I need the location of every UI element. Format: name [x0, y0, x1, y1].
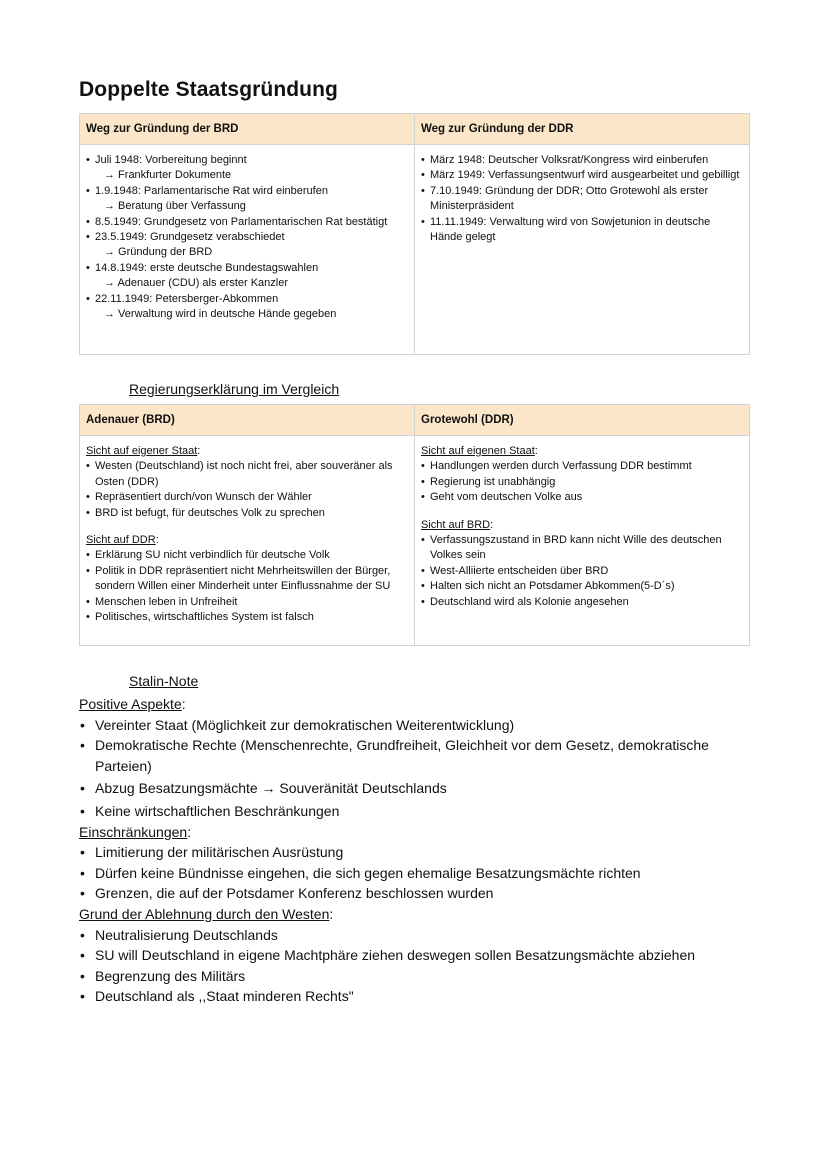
- list-item: • 11.11.1949: Verwaltung wird von Sowjetunion in deutsche Hände gelegt: [421, 215, 743, 246]
- subheading: Grund der Ablehnung durch den Westen: [79, 905, 330, 922]
- section-title-regierungserklaerung: Regierungserklärung im Vergleich: [129, 381, 340, 397]
- list-item: • 14.8.1949: erste deutsche Bundestagswahlen → Adenauer (CDU) als erster Kanzler: [86, 261, 408, 292]
- grotewohl-list-1: [421, 459, 743, 505]
- brd-list: [86, 153, 408, 322]
- list-item: • BRD ist befugt, für deutsches Volk zu sprechen: [86, 506, 408, 521]
- list-item: • Handlungen werden durch Verfassung DDR bestimmt: [421, 459, 743, 474]
- subheading: Sicht auf BRD: [421, 518, 491, 531]
- list-item: • 23.5.1949: Grundgesetz verabschiedet → Gründung der BRD: [86, 230, 408, 261]
- list-item: • Regierung ist unabhängig: [421, 475, 743, 490]
- list-item: • Verfassungszustand in BRD kann nicht Wille des deutschen Volkes sein: [421, 533, 743, 564]
- list-item: • Abzug Besatzungsmächte → Souveränität Deutschlands: [79, 778, 759, 799]
- ddr-cell: [415, 145, 750, 355]
- list-item: • SU will Deutschland in eigene Machtphäre ziehen deswegen sollen Besatzungsmächte abziehen: [79, 945, 759, 966]
- header-brd: Weg zur Gründung der BRD: [80, 114, 415, 145]
- subheading: Einschränkungen: [79, 823, 188, 840]
- list-item: • Westen (Deutschland) ist noch nicht frei, aber souveräner als Osten (DDR): [86, 459, 408, 490]
- list-item: • Erklärung SU nicht verbindlich für deutsche Volk: [86, 548, 408, 563]
- positive-list: [79, 715, 759, 822]
- list-item: • Juli 1948: Vorbereitung beginnt → Frankfurter Dokumente: [86, 153, 408, 184]
- subheading: Sicht auf eigener Staat: [86, 445, 198, 457]
- comparison-table: [79, 404, 750, 646]
- list-item: • März 1948: Deutscher Volksrat/Kongress wird einberufen: [421, 153, 743, 168]
- restrictions-list: [79, 842, 759, 904]
- list-item: • Politisches, wirtschaftliches System ist falsch: [86, 610, 408, 625]
- founding-table: [79, 113, 750, 355]
- list-item: • 7.10.1949: Gründung der DDR; Otto Grotewohl als erster Ministerpräsident: [421, 184, 743, 215]
- list-item: • März 1949: Verfassungsentwurf wird ausgearbeitet und gebilligt: [421, 168, 743, 183]
- list-item: • 1.9.1948: Parlamentarische Rat wird einberufen → Beratung über Verfassung: [86, 184, 408, 215]
- list-item: • Menschen leben in Unfreiheit: [86, 595, 408, 610]
- list-item: • Repräsentiert durch/von Wunsch der Wähler: [86, 490, 408, 505]
- list-item: • Deutschland wird als Kolonie angesehen: [421, 595, 743, 610]
- list-item: • Geht vom deutschen Volke aus: [421, 490, 743, 505]
- stalin-note-section: Positive Aspekte: • Vereinter Staat (Möglichkeit zur demokratischen Weiterentwicklung) • Demokratische Rechte (Menschenrechte, Grundfreiheit, Gleichheit vor dem Gesetz, demokratische Parteien) • Abzug Besatzungsmächte → Souveränität Deutschlands • Keine wirtschaftlichen Beschränkungen Einschränkungen: • Limitierung der militärischen Ausrüstung • Dürfen keine Bündnisse eingehen, die sich gegen ehemalige Besatzungsmächte richten • Grenzen, die auf der Potsdamer Konferenz beschlossen wurden Grund der Ablehnung durch den Westen: • Neutralisierung Deutschlands • SU will Deutschland in eigene Machtphäre ziehen deswegen sollen Besatzungsmächte abziehen • Begrenzung des Militärs • Deutschland als ,,Staat minderen Rechts": [79, 694, 759, 1007]
- list-item: • Politik in DDR repräsentiert nicht Mehrheitswillen der Bürger, sondern Willen einer Minderheit unter Einflussnahme der SU: [86, 564, 408, 595]
- page-title: Doppelte Staatsgründung: [79, 78, 338, 101]
- adenauer-list-2: [86, 548, 408, 625]
- adenauer-list-1: [86, 459, 408, 521]
- rejection-list: [79, 925, 759, 1007]
- list-item: • Demokratische Rechte (Menschenrechte, Grundfreiheit, Gleichheit vor dem Gesetz, demokratische Parteien): [79, 735, 759, 776]
- list-item: • Dürfen keine Bündnisse eingehen, die sich gegen ehemalige Besatzungsmächte richten: [79, 863, 759, 884]
- section-title-stalin-note: Stalin-Note: [129, 673, 199, 689]
- subheading: Positive Aspekte: [79, 696, 182, 712]
- brd-cell: [80, 145, 415, 355]
- list-item: • Limitierung der militärischen Ausrüstung: [79, 842, 759, 863]
- subheading: Sicht auf eigenen Staat: [421, 445, 535, 457]
- list-item: • Keine wirtschaftlichen Beschränkungen: [79, 801, 759, 822]
- list-item: • Deutschland als ,,Staat minderen Rechts": [79, 986, 759, 1007]
- grotewohl-cell: Sicht auf eigenen Staat: • Handlungen werden durch Verfassung DDR bestimmt • Regierung ist unabhängig • Geht vom deutschen Volke aus Sicht auf BRD: • Verfassungszustand in BRD kann nicht Wille des deutschen Volkes sein • West-Alliierte entscheiden über BRD • Halten sich nicht an Potsdamer Abkommen(5-D´s) • Deutschland wird als Kolonie angesehen: [415, 436, 750, 646]
- list-item: • 8.5.1949: Grundgesetz von Parlamentarischen Rat bestätigt: [86, 215, 408, 230]
- header-ddr: Weg zur Gründung der DDR: [415, 114, 750, 145]
- header-adenauer: Adenauer (BRD): [80, 405, 415, 436]
- list-item: • West-Alliierte entscheiden über BRD: [421, 564, 743, 579]
- list-item: • Halten sich nicht an Potsdamer Abkommen(5-D´s): [421, 579, 743, 594]
- subheading: Sicht auf DDR: [86, 534, 156, 547]
- list-item: • Vereinter Staat (Möglichkeit zur demokratischen Weiterentwicklung): [79, 715, 759, 736]
- list-item: • Neutralisierung Deutschlands: [79, 925, 759, 946]
- grotewohl-list-2: [421, 533, 743, 610]
- header-grotewohl: Grotewohl (DDR): [415, 405, 750, 436]
- ddr-list: [421, 153, 743, 245]
- list-item: • Grenzen, die auf der Potsdamer Konferenz beschlossen wurden: [79, 883, 759, 904]
- adenauer-cell: Sicht auf eigener Staat: • Westen (Deutschland) ist noch nicht frei, aber souveräner als Osten (DDR) • Repräsentiert durch/von Wunsch der Wähler • BRD ist befugt, für deutsches Volk zu sprechen Sicht auf DDR: • Erklärung SU nicht verbindlich für deutsche Volk • Politik in DDR repräsentiert nicht Mehrheitswillen der Bürger, sondern Willen einer Minderheit unter Einflussnahme der SU • Menschen leben in Unfreiheit • Politisches, wirtschaftliches System ist falsch: [80, 436, 415, 646]
- list-item: • 22.11.1949: Petersberger-Abkommen → Verwaltung wird in deutsche Hände gegeben: [86, 292, 408, 323]
- list-item: • Begrenzung des Militärs: [79, 966, 759, 987]
